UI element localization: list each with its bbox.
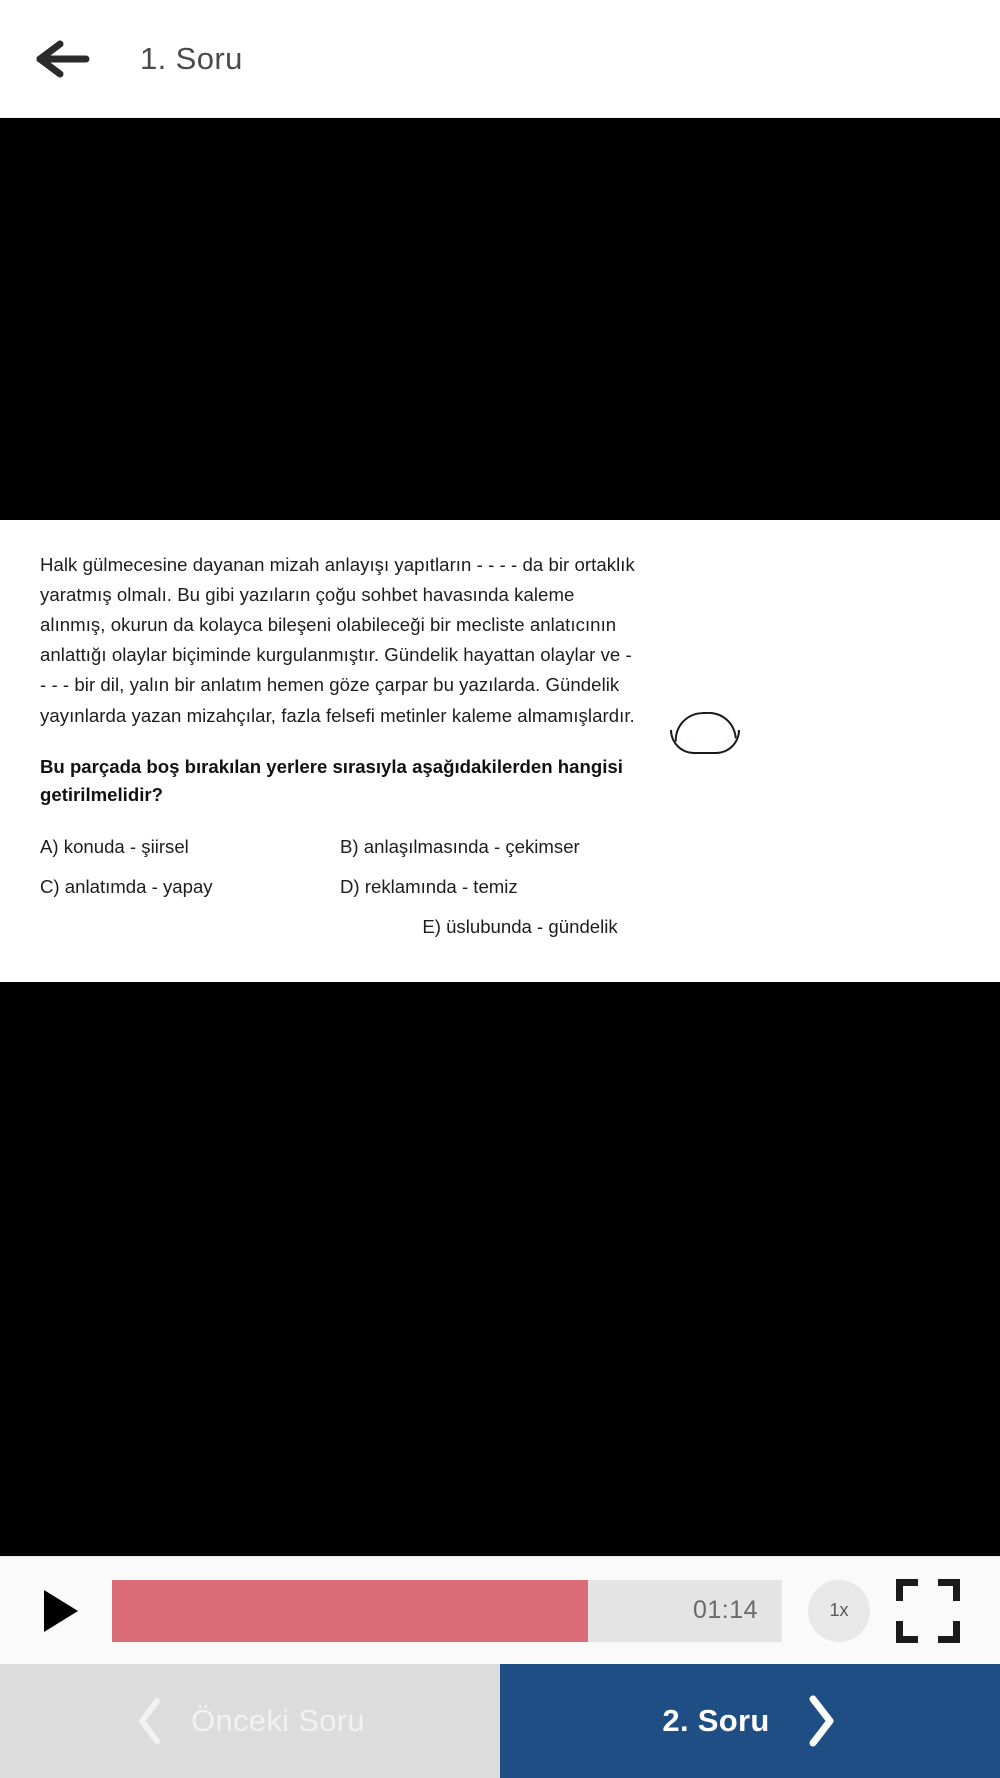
option-b-key: B) (340, 836, 359, 858)
page-title: 1. Soru (140, 40, 243, 76)
chevron-right-icon (804, 1693, 838, 1749)
video-letterbox-top (0, 118, 1000, 520)
next-question-label: 2. Soru (662, 1703, 770, 1738)
option-d-text: reklamında - temiz (364, 876, 518, 898)
question-passage (40, 550, 640, 731)
option-d-key: D) (340, 876, 360, 898)
option-e-text: üslubunda - gündelik (446, 916, 618, 938)
option-d[interactable] (340, 876, 518, 898)
fullscreen-button[interactable] (896, 1579, 960, 1643)
chevron-left-icon (135, 1696, 165, 1746)
fullscreen-icon-corner (938, 1621, 960, 1643)
question-sheet (0, 520, 1000, 982)
option-e[interactable] (422, 916, 617, 938)
next-question-button[interactable] (500, 1664, 1000, 1778)
option-c[interactable] (40, 876, 340, 898)
option-row (40, 916, 960, 938)
option-a[interactable] (40, 836, 340, 858)
fullscreen-icon (896, 1579, 918, 1601)
video-player-controls (0, 1556, 1000, 1664)
option-c-text: anlatımda - yapay (64, 876, 213, 898)
option-e-key: E) (422, 916, 441, 938)
option-b[interactable] (340, 836, 580, 858)
back-button[interactable] (30, 27, 94, 91)
option-a-key: A) (40, 836, 59, 858)
play-button[interactable] (30, 1583, 86, 1639)
app-header (0, 0, 1000, 118)
question-navigation (0, 1664, 1000, 1778)
option-b-text: anlaşılmasında - çekimser (363, 836, 580, 858)
fullscreen-icon-corner (938, 1579, 960, 1601)
option-c-key: C) (40, 876, 60, 898)
seek-bar[interactable] (112, 1580, 782, 1642)
playback-speed-button[interactable] (808, 1580, 870, 1642)
previous-question-button[interactable] (0, 1664, 500, 1778)
question-prompt: Bu parçada boş bırakılan yerlere sırasıyla aşağıdakilerden hangisi getirilmelidir? (40, 755, 623, 806)
playback-speed-label: 1x (829, 1600, 849, 1620)
passage-text: Halk gülmecesine dayanan mizah anlayışı yapıtların - - - - da bir ortaklık yaratmış olmalı. Bu gibi yazıların çoğu sohbet havasında kaleme alınmış, okurun da kolayca bileşeni olabileceği bir mecliste anlatıcının anlattığı olaylar biçiminde kurgulanmıştır. Gündelik hayattan olaylar ve - - - - bir dil, yalın bir anlatım hemen göze çarpar bu yazılarda. Gündelik yayınlarda yazan mizahçılar, fazla felsefi metinler kaleme almamışlardır. (40, 554, 635, 726)
seek-bar-fill (112, 1580, 588, 1642)
arrow-left-icon (34, 38, 90, 80)
previous-question-label: Önceki Soru (191, 1703, 365, 1738)
annotation-arc-lower-icon (670, 730, 740, 754)
option-a-text: konuda - şiirsel (63, 836, 189, 858)
time-remaining-label: 01:14 (692, 1596, 758, 1624)
option-row (40, 836, 960, 858)
answer-options (40, 836, 960, 938)
fullscreen-icon-corner (896, 1621, 918, 1643)
play-icon (44, 1590, 78, 1632)
media-question-viewport[interactable] (0, 118, 1000, 1556)
option-row (40, 876, 960, 898)
